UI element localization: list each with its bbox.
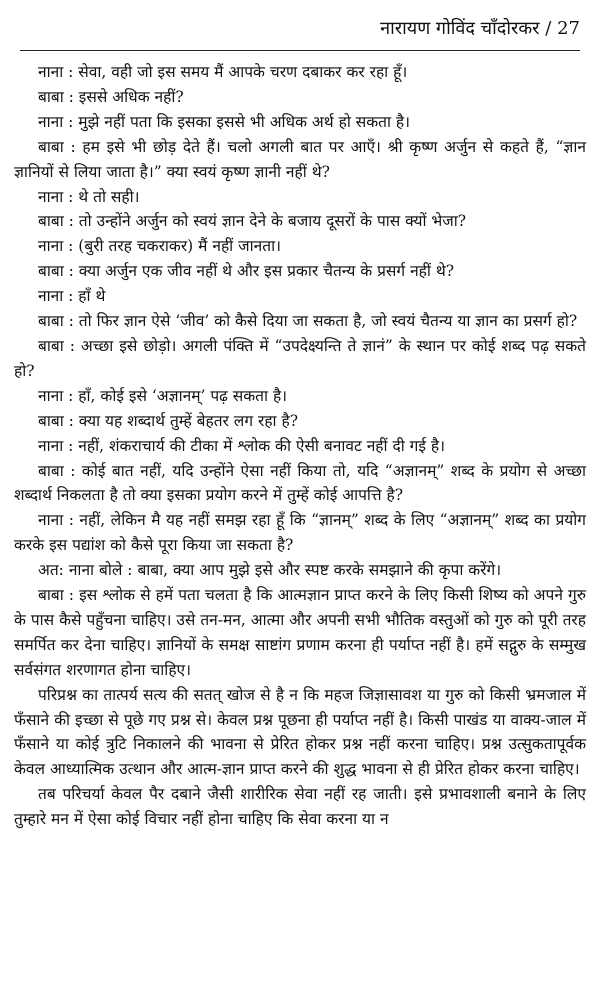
paragraph: बाबा : तो उन्होंने अर्जुन को स्वयं ज्ञान देने के बजाय दूसरों के पास क्यों भेजा? xyxy=(38,212,467,231)
header-rule xyxy=(20,50,580,51)
paragraph: नाना : सेवा, वही जो इस समय मैं आपके चरण दबाकर कर रहा हूँ। xyxy=(38,63,408,81)
paragraph: बाबा : इससे अधिक नहीं? xyxy=(38,87,184,106)
paragraph: बाबा : हम इसे भी छोड़ देते हैं। चलो अगली बात पर आएँ। श्री कृष्ण अर्जुन से कहते हैं, “ज्ञान ज्ञानियों से लिया जाता है।” क्या स्वयं कृष्ण ज्ञानी नहीं थे? xyxy=(14,137,586,181)
paragraph: नाना : नहीं, शंकराचार्य की टीका में श्लोक की ऐसी बनावट नहीं दी गई है। xyxy=(38,436,446,455)
paragraph: नाना : हाँ, कोई इसे ‘अज्ञानम्’ पढ़ सकता है। xyxy=(38,386,288,405)
paragraph: परिप्रश्न का तात्पर्य सत्य की सतत् खोज से है न कि महज जिज्ञासावश या गुरु को किसी भ्रमजाल में फँसाने की इच्छा से पूछे गए प्रश्न से। केवल प्रश्न पूछना ही पर्याप्त नहीं है। किसी पाखंड या वाक्य-जाल में फँसाने या कोई त्रुटि निकालने की भावना से प्रेरित होकर प्रश्न नहीं करना चाहिए। प्रश्न उत्सुकतापूर्वक केवल आध्यात्मिक उत्थान और आत्म-ज्ञान प्राप्त करने की शुद्ध भावना से ही प्रेरित होकर करना चाहिए। xyxy=(14,685,586,779)
paragraph: बाबा : क्या अर्जुन एक जीव नहीं थे और इस प्रकार चैतन्य के प्रसर्ग नहीं थे? xyxy=(38,262,455,281)
page-number: 27 xyxy=(557,18,580,39)
paragraph: नाना : मुझे नहीं पता कि इसका इससे भी अधिक अर्थ हो सकता है। xyxy=(38,112,411,131)
paragraph: नाना : हाँ थे xyxy=(38,287,106,306)
running-title: नारायण गोविंद चाँदोरकर xyxy=(380,18,540,39)
paragraph: तब परिचर्या केवल पैर दबाने जैसी शारीरिक सेवा नहीं रह जाती। इसे प्रभावशाली बनाने के लिए तुम्हारे मन में ऐसा कोई विचार नहीं होना चाहिए कि सेवा करना या न xyxy=(14,785,586,829)
paragraph: नाना : (बुरी तरह चकराकर) मैं नहीं जानता। xyxy=(38,237,281,256)
page-body xyxy=(14,60,586,832)
paragraph: बाबा : इस श्लोक से हमें पता चलता है कि आत्मज्ञान प्राप्त करने के लिए किसी शिष्य को अपने गुरु के पास कैसे पहुँचना चाहिए। उसे तन-मन, आत्मा और अपनी सभी भौतिक वस्तुओं को गुरु को पूरी तरह समर्पित कर देना चाहिए। ज्ञानियों के समक्ष साष्टांग प्रणाम करना ही पर्याप्त नहीं है। हमें सद्गुरु के सम्मुख सर्वसंगत शरणागत होना चाहिए। xyxy=(14,586,586,679)
paragraph: बाबा : अच्छा इसे छोड़ो। अगली पंक्ति में “उपदेक्ष्यन्ति ते ज्ञानं” के स्थान पर कोई शब्द पढ़ सकते हो? xyxy=(14,336,586,380)
paragraph: नाना : थे तो सही। xyxy=(38,187,140,206)
paragraph: बाबा : कोई बात नहीं, यदि उन्होंने ऐसा नहीं किया तो, यदि “अज्ञानम्” शब्द के प्रयोग से अच्छा शब्दार्थ निकलता है तो क्या इसका प्रयोग करने में तुम्हें कोई आपत्ति है? xyxy=(14,461,586,505)
header-separator: / xyxy=(545,18,552,39)
running-header xyxy=(380,18,580,40)
paragraph: बाबा : क्या यह शब्दार्थ तुम्हें बेहतर लग रहा है? xyxy=(38,411,299,430)
paragraph: नाना : नहीं, लेकिन मै यह नहीं समझ रहा हूँ कि “ज्ञानम्” शब्द के लिए “अज्ञानम्” शब्द का प्रयोग करके इस पद्यांश को कैसे पूरा किया जा सकता है? xyxy=(14,511,586,555)
paragraph: अत: नाना बोले : बाबा, क्या आप मुझे इसे और स्पष्ट करके समझाने की कृपा करेंगे। xyxy=(38,561,502,580)
paragraph: बाबा : तो फिर ज्ञान ऐसे ‘जीव’ को कैसे दिया जा सकता है, जो स्वयं चैतन्य या ज्ञान का प्रसर्ग हो? xyxy=(38,312,578,331)
